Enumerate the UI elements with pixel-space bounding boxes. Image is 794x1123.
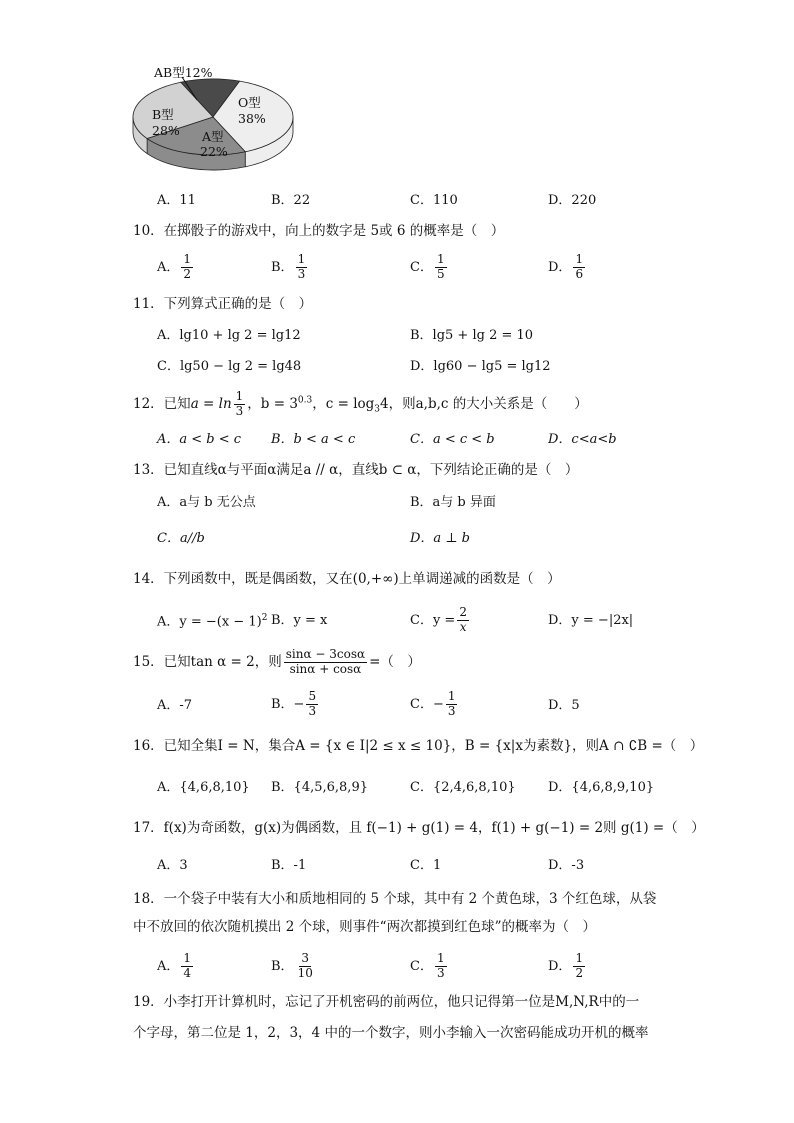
q12-option-a: A．a < b < c	[157, 432, 242, 447]
q10-option-b: B． $\frac{1}{3}$	[271, 252, 306, 281]
q18-option-d: D． $\frac{1}{2}$	[548, 951, 584, 980]
slice-label-b: B型	[152, 107, 174, 122]
q11-option-b: B．lg5 + lg 2 = 10	[410, 328, 534, 343]
q11-stem: 11．下列算式正确的是（ ）	[133, 296, 313, 312]
q19-stem-line1: 19．小李打开计算机时，忘记了开机密码的前两位，他只记得第一位是M,N,R中的一	[133, 994, 640, 1010]
q10-option-a: A． $\frac{1}{2}$	[157, 252, 192, 281]
q18-option-a: A． $\frac{1}{4}$	[157, 951, 192, 980]
q10-option-c: C． $\frac{1}{5}$	[410, 252, 445, 281]
q15-option-d: D．5	[548, 698, 580, 713]
q18-option-b: B． $\frac{3}{10}$	[271, 951, 313, 980]
slice-value-o: 38%	[238, 111, 266, 126]
q15-option-c: C．− $\frac{1}{3}$	[410, 689, 456, 718]
q15-stem: 15．已知tan α = 2，则 $\frac{\sin\alpha - 3\cos\alpha}{\sin\alpha + \cos\alpha}$ =（ ）	[133, 647, 421, 676]
q17-option-b: B．-1	[271, 858, 307, 873]
q16-option-a: A．{4,6,8,10}	[157, 780, 250, 795]
q16-option-b: B．{4,5,6,8,9}	[271, 780, 368, 795]
q9-option-d: D．220	[548, 193, 597, 208]
q14-option-d: D．y = −|2x|	[548, 613, 634, 628]
q17-option-d: D．-3	[548, 858, 585, 873]
q12-stem: 12．已知a = ln $\frac{1}{3}$ ，$b = 3^{0.3}$，$c = \log_34$，则a,b,c 的大小关系是（ ）	[133, 389, 588, 418]
q16-stem: 16．已知全集I = N，集合A = {x ∈ I|2 ≤ x ≤ 10}，B = {x|x为素数}，则A ∩ ∁B =（ ）	[133, 738, 704, 754]
q18-stem-line2: 中不放回的依次随机摸出 2 个球，则事件“两次都摸到红色球”的概率为（ ）	[133, 919, 596, 935]
slice-label-a: A型	[202, 129, 224, 144]
q13-option-b: B．a与 b 异面	[410, 495, 496, 510]
q17-stem: 17．f(x)为奇函数，g(x)为偶函数，且 f(−1) + g(1) = 4，f(1) + g(−1) = 2则 g(1) =（ ）	[133, 820, 705, 836]
q12-option-d: D．c<a<b	[548, 432, 617, 447]
q15-option-a: A．-7	[157, 698, 193, 713]
q10-stem: 10．在掷骰子的游戏中，向上的数字是 5或 6 的概率是（ ）	[133, 223, 505, 239]
q11-option-d: D．lg60 − lg5 = lg12	[410, 359, 551, 374]
slice-label-ab: AB型12%	[154, 65, 213, 80]
q11-option-a: A．lg10 + lg 2 = lg12	[157, 328, 301, 343]
q12-option-b: B．b < a < c	[271, 432, 356, 447]
q13-option-c: C．a//b	[157, 531, 205, 546]
q18-option-c: C． $\frac{1}{3}$	[410, 951, 445, 980]
q9-option-c: C．110	[410, 193, 458, 208]
blood-type-pie-chart	[130, 60, 300, 175]
q13-option-d: D．a ⊥ b	[410, 531, 470, 546]
slice-label-o: O型	[238, 95, 261, 110]
q16-option-c: C．{2,4,6,8,10}	[410, 780, 516, 795]
q9-option-b: B．22	[271, 193, 311, 208]
slice-value-b: 28%	[152, 123, 180, 138]
q13-stem: 13．已知直线α与平面α满足a // α，直线b ⊂ α，下列结论正确的是（ ）	[133, 462, 579, 478]
q19-stem-line2: 个字母，第二位是 1，2，3，4 中的一个数字，则小李输入一次密码能成功开机的概率	[133, 1025, 649, 1041]
q12-option-c: C．a < c < b	[410, 432, 495, 447]
q10-option-d: D． $\frac{1}{6}$	[548, 252, 584, 281]
q18-stem-line1: 18．一个袋子中装有大小和质地相同的 5 个球，其中有 2 个黄色球，3 个红色球，从袋	[133, 891, 657, 907]
q14-option-a: A．$y = -(x - 1)^2$	[157, 613, 268, 630]
q13-option-a: A．a与 b 无公点	[157, 495, 256, 510]
q14-stem: 14．下列函数中，既是偶函数，又在(0,+∞)上单调递减的函数是（ ）	[133, 571, 561, 587]
slice-value-a: 22%	[200, 144, 228, 159]
q14-option-b: B．y = x	[271, 613, 328, 628]
q15-option-b: B．− $\frac{5}{3}$	[271, 689, 317, 718]
q11-option-c: C．lg50 − lg 2 = lg48	[157, 359, 302, 374]
q16-option-d: D．{4,6,8,9,10}	[548, 780, 655, 795]
q17-option-c: C．1	[410, 858, 442, 873]
q17-option-a: A．3	[157, 858, 188, 873]
q9-option-a: A．11	[157, 193, 196, 208]
q14-option-c: C．y = $\frac{2}{x}$	[410, 605, 467, 634]
